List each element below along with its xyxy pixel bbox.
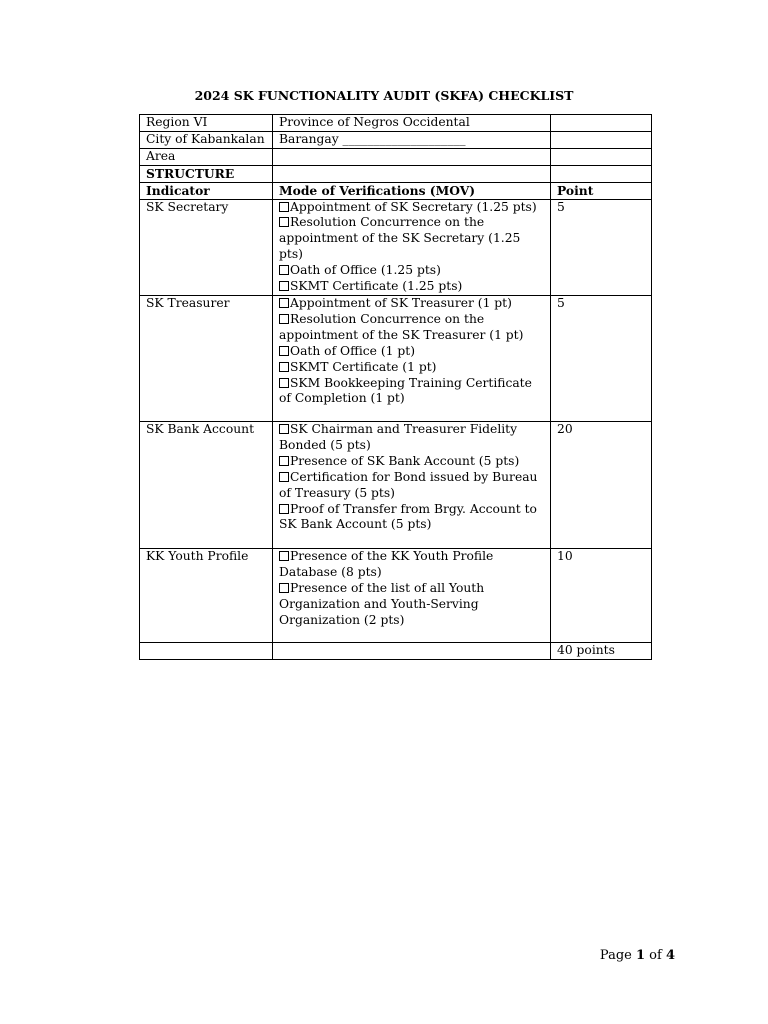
mov-item bbox=[279, 502, 544, 534]
checkbox[interactable] bbox=[279, 346, 289, 356]
mov-cell bbox=[273, 421, 551, 548]
indicator-cell: SK Bank Account bbox=[140, 421, 273, 548]
mov-label: SKM Bookkeeping Training Certificate of Completion (1 pt) bbox=[279, 375, 532, 406]
point-cell: 5 bbox=[551, 199, 652, 295]
checkbox[interactable] bbox=[279, 424, 289, 434]
point-cell: 10 bbox=[551, 548, 652, 642]
checkbox[interactable] bbox=[279, 314, 289, 324]
table-row bbox=[140, 421, 652, 548]
mov-label: Oath of Office (1.25 pts) bbox=[290, 263, 441, 278]
region-cell: Region VI bbox=[140, 115, 273, 132]
checkbox[interactable] bbox=[279, 456, 289, 466]
mov-item bbox=[279, 581, 544, 629]
page-current: 1 bbox=[635, 948, 646, 963]
audit-checklist-table bbox=[139, 114, 652, 660]
mov-item bbox=[279, 454, 544, 470]
region-row bbox=[140, 115, 652, 132]
province-cell: Province of Negros Occidental bbox=[273, 115, 551, 132]
total-row bbox=[140, 642, 652, 659]
mov-cell bbox=[273, 199, 551, 295]
empty-cell bbox=[273, 165, 551, 182]
page-number bbox=[600, 948, 675, 964]
mov-label: Presence of the list of all Youth Organization and Youth-Serving Organization (2 pts) bbox=[279, 580, 485, 627]
table-row bbox=[140, 548, 652, 642]
indicator-cell: SK Treasurer bbox=[140, 295, 273, 421]
checkbox[interactable] bbox=[279, 202, 289, 212]
total-points-cell: 40 points bbox=[551, 642, 652, 659]
mov-item bbox=[279, 360, 544, 376]
mov-item bbox=[279, 215, 544, 263]
mov-label: Resolution Concurrence on the appointment of the SK Treasurer (1 pt) bbox=[279, 311, 524, 342]
checkbox[interactable] bbox=[279, 472, 289, 482]
point-column-header: Point bbox=[551, 182, 652, 199]
empty-cell bbox=[551, 165, 652, 182]
table-row bbox=[140, 295, 652, 421]
checkbox[interactable] bbox=[279, 362, 289, 372]
mov-item bbox=[279, 296, 544, 312]
table-row bbox=[140, 199, 652, 295]
point-cell: 20 bbox=[551, 421, 652, 548]
document-title: 2024 SK FUNCTIONALITY AUDIT (SKFA) CHECKLIST bbox=[194, 88, 574, 103]
mov-label: Presence of SK Bank Account (5 pts) bbox=[290, 453, 520, 468]
city-row bbox=[140, 131, 652, 148]
mov-item bbox=[279, 279, 544, 295]
mov-item bbox=[279, 312, 544, 344]
mov-item bbox=[279, 263, 544, 279]
mov-label: Resolution Concurrence on the appointment of the SK Secretary (1.25 pts) bbox=[279, 215, 521, 262]
mov-label: SKMT Certificate (1 pt) bbox=[290, 359, 437, 374]
empty-cell bbox=[551, 148, 652, 165]
point-cell: 5 bbox=[551, 295, 652, 421]
checkbox[interactable] bbox=[279, 265, 289, 275]
checkbox[interactable] bbox=[279, 217, 289, 227]
mov-label: Oath of Office (1 pt) bbox=[290, 343, 416, 358]
page-total: 4 bbox=[665, 948, 675, 963]
empty-cell bbox=[273, 642, 551, 659]
barangay-cell: Barangay ____________________ bbox=[273, 131, 551, 148]
mov-item bbox=[279, 344, 544, 360]
column-header-row bbox=[140, 182, 652, 199]
checkbox[interactable] bbox=[279, 551, 289, 561]
mov-cell bbox=[273, 548, 551, 642]
mov-item bbox=[279, 549, 544, 581]
section-row bbox=[140, 165, 652, 182]
mov-label: Proof of Transfer from Brgy. Account to SK Bank Account (5 pts) bbox=[279, 501, 537, 532]
section-heading: STRUCTURE bbox=[140, 165, 273, 182]
area-row bbox=[140, 148, 652, 165]
mov-item bbox=[279, 470, 544, 502]
checkbox[interactable] bbox=[279, 583, 289, 593]
checkbox[interactable] bbox=[279, 298, 289, 308]
mov-label: Appointment of SK Secretary (1.25 pts) bbox=[290, 199, 537, 214]
mov-label: SKMT Certificate (1.25 pts) bbox=[290, 279, 463, 294]
checkbox[interactable] bbox=[279, 378, 289, 388]
mov-item bbox=[279, 200, 544, 216]
checkbox[interactable] bbox=[279, 281, 289, 291]
empty-cell bbox=[273, 148, 551, 165]
page-of: of bbox=[649, 948, 662, 963]
mov-label: Certification for Bond issued by Bureau of Treasury (5 pts) bbox=[279, 469, 538, 500]
empty-cell bbox=[551, 115, 652, 132]
area-cell: Area bbox=[140, 148, 273, 165]
empty-cell bbox=[551, 131, 652, 148]
mov-column-header: Mode of Verifications (MOV) bbox=[273, 182, 551, 199]
indicator-column-header: Indicator bbox=[140, 182, 273, 199]
empty-cell bbox=[140, 642, 273, 659]
mov-label: Appointment of SK Treasurer (1 pt) bbox=[290, 295, 512, 310]
mov-cell bbox=[273, 295, 551, 421]
mov-item bbox=[279, 376, 544, 408]
mov-label: SK Chairman and Treasurer Fidelity Bonded (5 pts) bbox=[279, 421, 518, 452]
indicator-cell: SK Secretary bbox=[140, 199, 273, 295]
mov-item bbox=[279, 422, 544, 454]
page-prefix: Page bbox=[599, 948, 632, 963]
checkbox[interactable] bbox=[279, 504, 289, 514]
city-cell: City of Kabankalan bbox=[140, 131, 273, 148]
mov-label: Presence of the KK Youth Profile Database (8 pts) bbox=[279, 548, 494, 579]
indicator-cell: KK Youth Profile bbox=[140, 548, 273, 642]
